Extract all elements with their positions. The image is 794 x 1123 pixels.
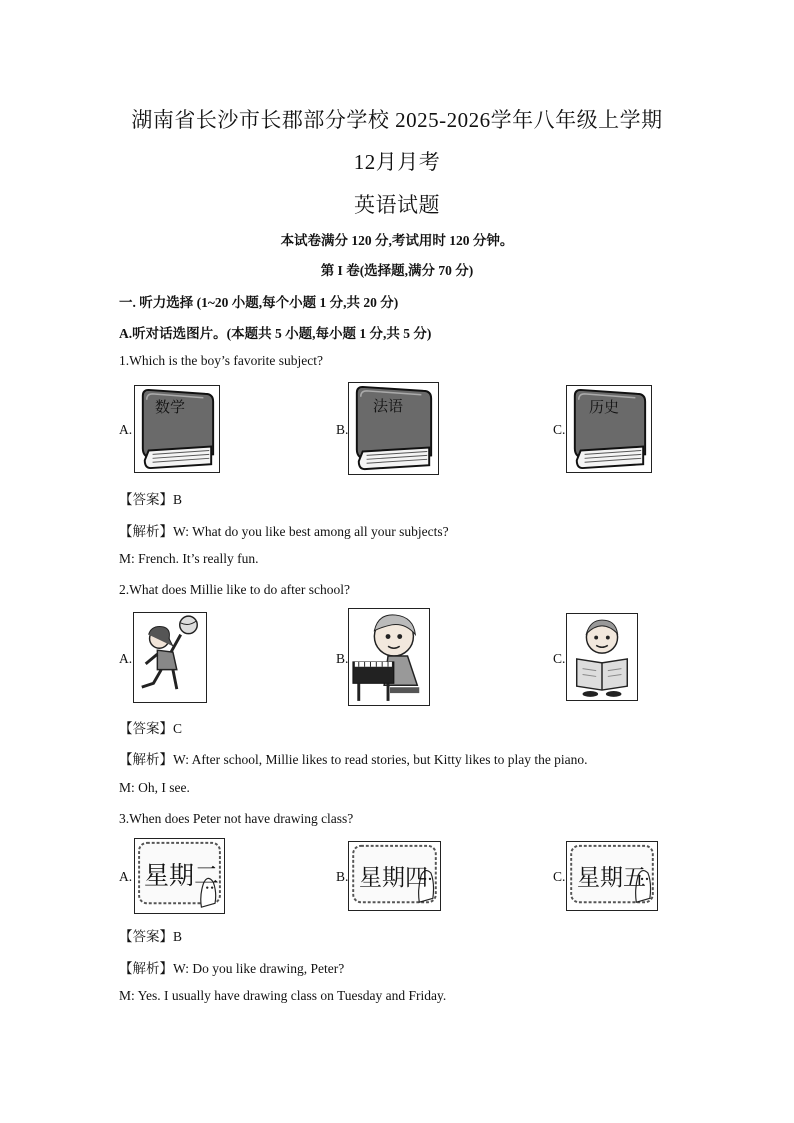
- question-2-stem: 2.What does Millie like to do after school?: [119, 582, 350, 597]
- q3-option-c-label: 星期五: [577, 865, 646, 891]
- q2-reply: M: Oh, I see.: [119, 780, 190, 795]
- volume-heading: 第 I 卷(选择题,满分 70 分): [320, 263, 474, 278]
- q1-option-c-label: 历史: [589, 398, 620, 416]
- q3-answer: 【答案】B: [119, 929, 183, 944]
- q3-option-c-letter: C.: [553, 869, 566, 884]
- document-title-line2: 12月月考: [353, 150, 441, 174]
- q3-option-b-letter: B.: [336, 869, 349, 884]
- q3-option-b-label: 星期四: [359, 865, 428, 891]
- q2-option-b-image[interactable]: [348, 608, 430, 706]
- q1-option-a-image[interactable]: [134, 385, 220, 473]
- q1-option-a-label: 数学: [155, 398, 186, 416]
- q1-option-a-letter: A.: [119, 422, 133, 437]
- q3-analysis: 【解析】W: Do you like drawing, Peter?: [119, 961, 345, 976]
- q1-option-b-label: 法语: [373, 397, 404, 415]
- section-heading: 一. 听力选择 (1~20 小题,每个小题 1 分,共 20 分): [119, 295, 399, 310]
- q3-option-a-letter: A.: [119, 869, 133, 884]
- q2-option-c-image[interactable]: [566, 613, 638, 701]
- document-title-line1: 湖南省长沙市长郡部分学校 2025-2026学年八年级上学期: [131, 108, 663, 132]
- q2-analysis: 【解析】W: After school, Millie likes to read stories, but Kitty likes to play the piano.: [119, 752, 588, 767]
- girl-reading-icon: [567, 614, 637, 700]
- q2-answer: 【答案】C: [119, 721, 183, 736]
- q1-analysis: 【解析】W: What do you like best among all your subjects?: [119, 524, 449, 539]
- q2-option-a-letter: A.: [119, 651, 133, 666]
- q1-reply: M: French. It’s really fun.: [119, 551, 259, 566]
- q3-option-b-image[interactable]: [348, 841, 441, 911]
- q3-option-a-label: 星期二: [144, 861, 220, 890]
- q1-option-b-image[interactable]: [348, 382, 439, 475]
- subject-title: 英语试题: [354, 193, 440, 217]
- q2-option-c-letter: C.: [553, 651, 566, 666]
- q2-option-b-letter: B.: [336, 651, 349, 666]
- q3-option-c-image[interactable]: [566, 841, 658, 911]
- q1-answer: 【答案】B: [119, 492, 183, 507]
- q2-option-a-image[interactable]: [133, 612, 207, 703]
- question-1-stem: 1.Which is the boy’s favorite subject?: [119, 353, 323, 368]
- q1-option-b-letter: B.: [336, 422, 349, 437]
- q3-option-a-image[interactable]: [134, 838, 225, 914]
- girl-volleyball-icon: [134, 613, 206, 702]
- exam-meta: 本试卷满分 120 分,考试用时 120 分钟。: [280, 233, 514, 248]
- question-3-stem: 3.When does Peter not have drawing class?: [119, 811, 354, 826]
- girl-piano-icon: [349, 609, 429, 705]
- q1-option-c-letter: C.: [553, 422, 566, 437]
- q1-option-c-image[interactable]: [566, 385, 652, 473]
- q3-reply: M: Yes. I usually have drawing class on Tuesday and Friday.: [119, 988, 447, 1003]
- sub-section-heading: A.听对话选图片。(本题共 5 小题,每小题 1 分,共 5 分): [119, 326, 432, 341]
